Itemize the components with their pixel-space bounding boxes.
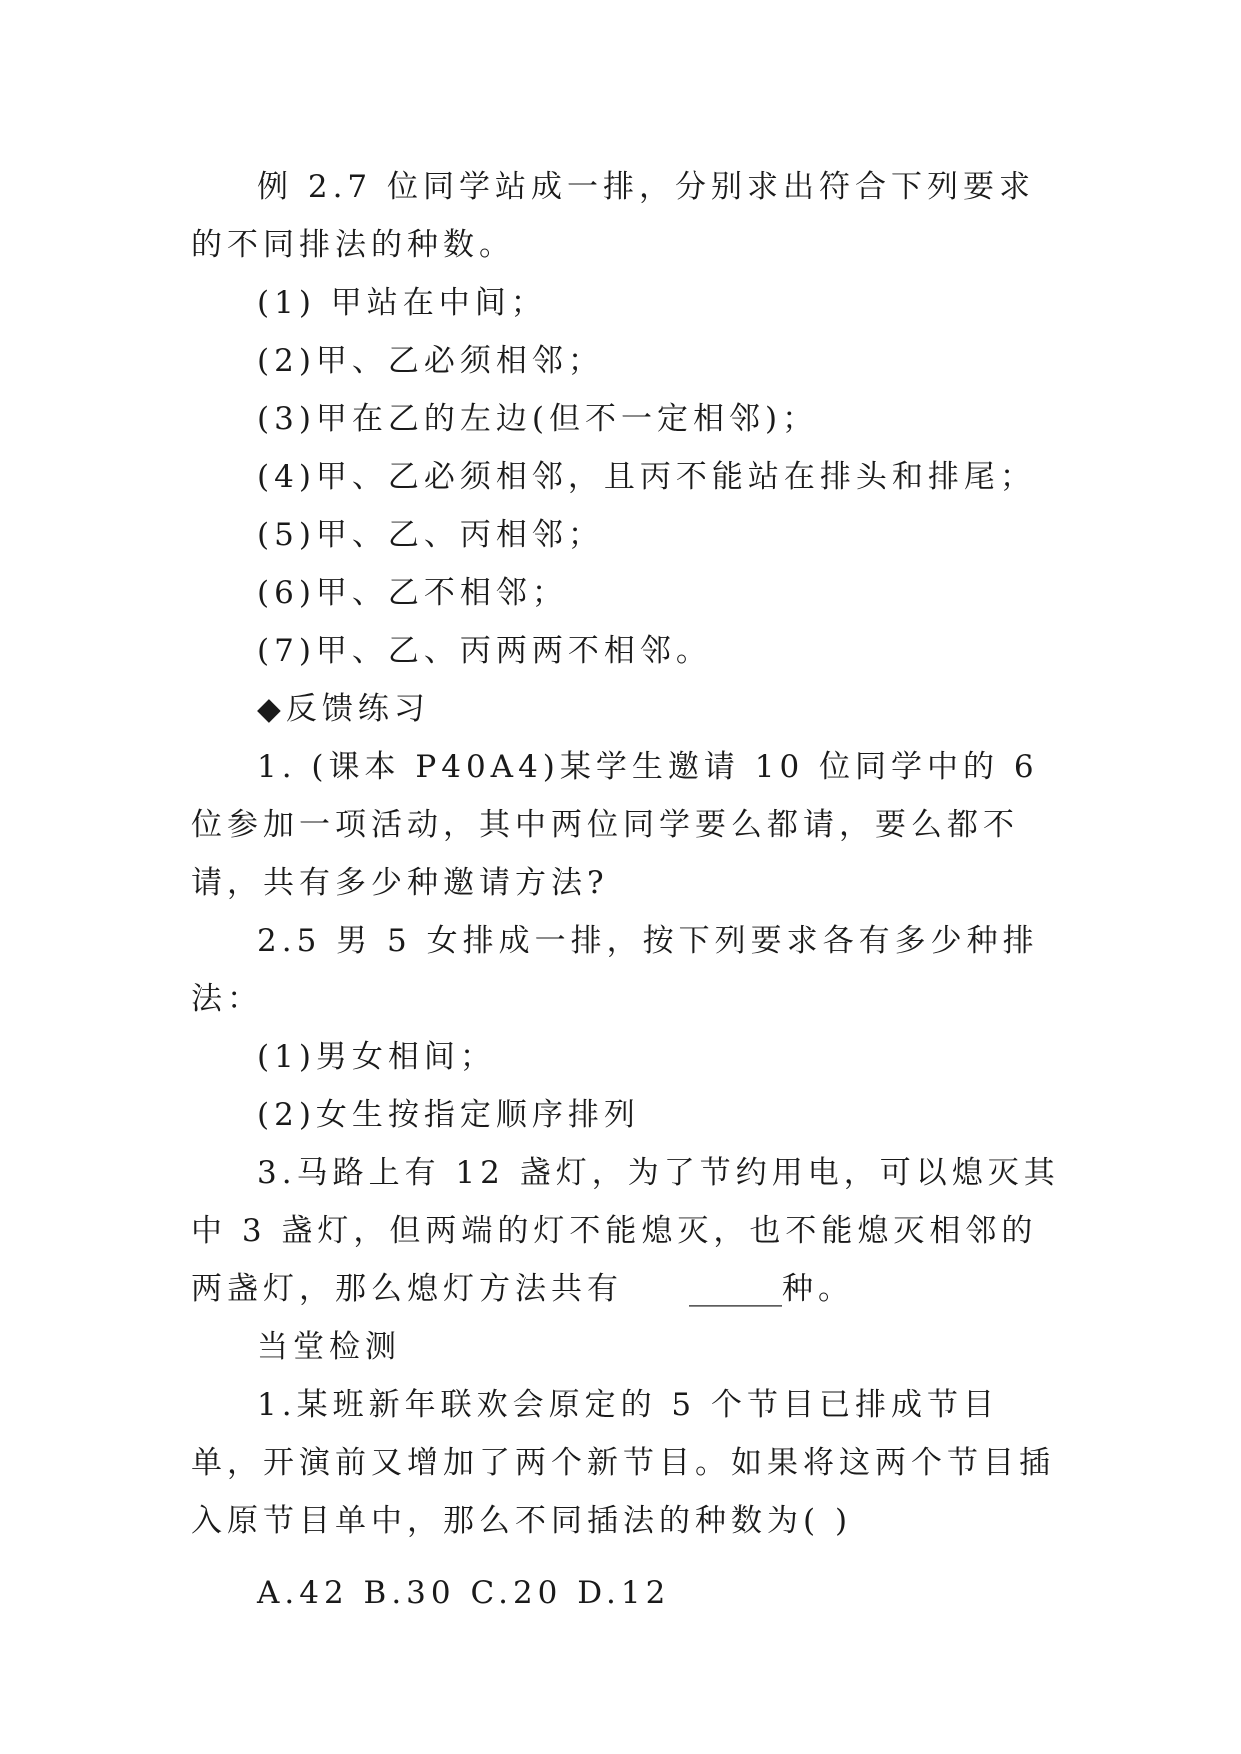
feedback-question-2: 2.5 男 5 女排成一排，按下列要求各有多少种排法： (191, 923, 1039, 1017)
feedback-question-1: 1. (课本 P40A4)某学生邀请 10 位同学中的 6 位参加一项活动，其中两位同学要么都请，要么都不请，共有多少种邀请方法? (191, 749, 1039, 901)
feedback-question-2-item-1: (1)男女相间； (257, 1039, 496, 1075)
example-item-7: (7)甲、乙、丙两两不相邻。 (257, 633, 712, 669)
example-item-4: (4)甲、乙必须相邻，且丙不能站在排头和排尾； (257, 459, 1036, 495)
feedback-question-3-text: 3.马路上有 12 盏灯，为了节约用电，可以熄灭其中 3 盏灯，但两端的灯不能熄灭，也不能熄灭相邻的两盏灯，那么熄灯方法共有 (191, 1155, 1060, 1307)
example-item-3: (3)甲在乙的左边(但不一定相邻)； (257, 401, 819, 437)
check-heading: 当堂检测 (257, 1329, 401, 1365)
document-body (191, 158, 1061, 1622)
example-item-1: (1) 甲站在中间； (257, 285, 547, 321)
answer-blank: ______ (689, 1271, 782, 1307)
example-intro: 例 2.7 位同学站成一排，分别求出符合下列要求的不同排法的种数。 (191, 169, 1036, 263)
check-question-1: 1.某班新年联欢会原定的 5 个节目已排成节目单，开演前又增加了两个新节目。如果将这两个节目插入原节目单中，那么不同插法的种数为( ) (191, 1387, 1055, 1539)
feedback-heading: ◆反馈练习 (257, 691, 430, 727)
feedback-question-3-suffix: 种。 (782, 1271, 854, 1307)
example-item-6: (6)甲、乙不相邻； (257, 575, 568, 611)
feedback-question-3 (191, 1144, 1061, 1318)
check-question-1-options: A.42 B.30 C.20 D.12 (257, 1575, 671, 1611)
feedback-question-2-item-2: (2)女生按指定顺序排列 (257, 1097, 640, 1133)
example-item-2: (2)甲、乙必须相邻； (257, 343, 604, 379)
example-item-5: (5)甲、乙、丙相邻； (257, 517, 604, 553)
